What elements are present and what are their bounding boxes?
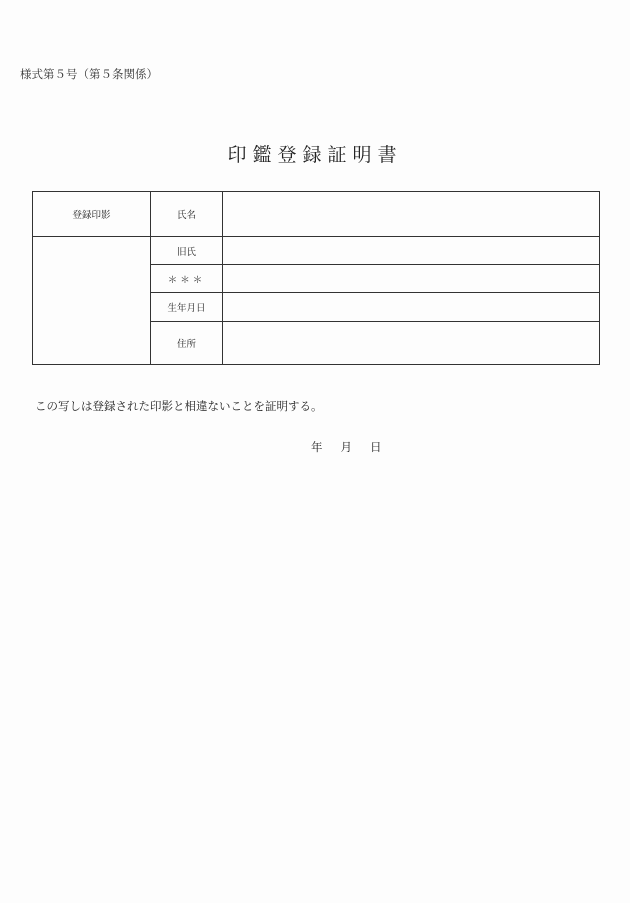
table-row-former-surname [33, 237, 600, 265]
name-label: 氏名 [151, 192, 223, 237]
certification-statement: この写しは登録された印影と相違ないことを証明する。 [35, 399, 323, 413]
masked-label: ＊＊＊ [151, 265, 223, 293]
seal-impression-area [33, 237, 151, 365]
year-label: 年 [311, 440, 323, 454]
form-number-label: 様式第５号（第５条関係） [20, 67, 158, 81]
former-surname-label: 旧氏 [151, 237, 223, 265]
masked-value [223, 265, 600, 293]
seal-header-cell: 登録印影 [33, 192, 151, 237]
address-label: 住所 [151, 322, 223, 365]
month-label: 月 [340, 440, 352, 454]
birthdate-value [223, 293, 600, 322]
former-surname-value [223, 237, 600, 265]
table-row-name [33, 192, 600, 237]
address-value [223, 322, 600, 365]
page-title: 印鑑登録証明書 [227, 144, 403, 166]
certificate-table [32, 191, 600, 365]
day-label: 日 [370, 440, 382, 454]
birthdate-label: 生年月日 [151, 293, 223, 322]
name-value [223, 192, 600, 237]
issue-date [311, 439, 382, 455]
